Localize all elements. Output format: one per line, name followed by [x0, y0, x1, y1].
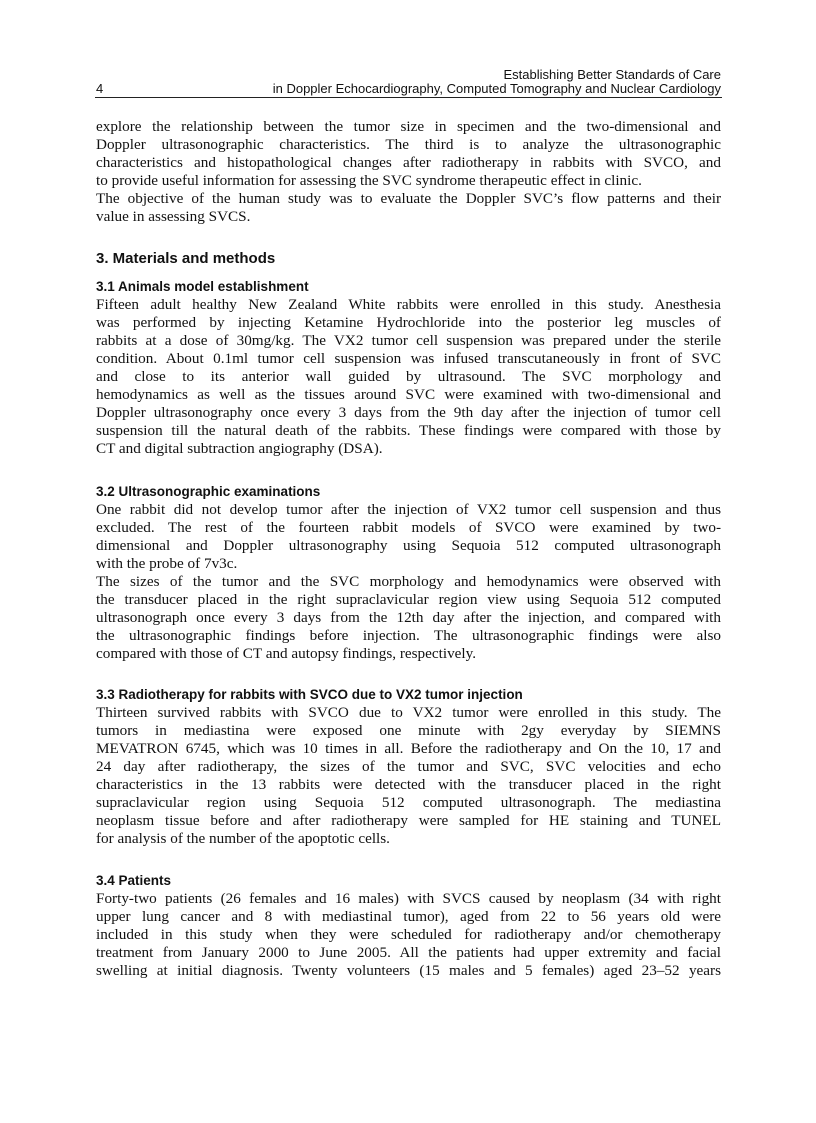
subsection-heading: 3.1 Animals model establishment: [96, 279, 309, 294]
text-line: ultrasonograph once every 3 days from the 12th day after the injection, and compared with: [96, 609, 721, 626]
section-heading: 3. Materials and methods: [96, 250, 276, 267]
paragraph: [96, 704, 721, 848]
text-line: the ultrasonographic findings before injection. The ultrasonographic findings were also: [96, 627, 721, 644]
text-line: characteristics in the 13 rabbits were detected with the transducer placed in the right: [96, 776, 721, 793]
text-line: dimensional and Doppler ultrasonography using Sequoia 512 computed ultrasonograph: [96, 537, 721, 554]
text-line: neoplasm tissue before and after radiotherapy were sampled for HE staining and TUNEL: [96, 812, 721, 829]
text-line: rabbits at a dose of 30mg/kg. The VX2 tumor cell suspension was prepared under the sterile: [96, 332, 721, 349]
text-line: compared with those of CT and autopsy findings, respectively.: [96, 645, 477, 662]
text-line: hemodynamics as well as the tissues around SVC were examined with two-dimensional and: [96, 386, 721, 403]
header-rule: [95, 97, 722, 98]
subsection-heading: 3.4 Patients: [96, 873, 172, 888]
text-line: The sizes of the tumor and the SVC morphology and hemodynamics were observed with: [96, 573, 721, 590]
text-line: was performed by injecting Ketamine Hydrochloride into the posterior leg muscles of: [96, 314, 721, 331]
subsection-heading: 3.2 Ultrasonographic examinations: [96, 484, 321, 499]
text-line: included in this study when they were scheduled for radiotherapy and/or chemotherapy: [96, 926, 721, 943]
text-line: explore the relationship between the tumor size in specimen and the two-dimensional and: [96, 118, 721, 135]
section-3-3: [96, 686, 721, 848]
text-line: 24 day after radiotherapy, the sizes of the tumor and SVC, SVC velocities and echo: [96, 758, 721, 775]
text-line: Fifteen adult healthy New Zealand White rabbits were enrolled in this study. Anesthesia: [96, 296, 721, 313]
text-line: The objective of the human study was to evaluate the Doppler SVC’s flow patterns and their: [96, 190, 721, 207]
text-line: and close to its anterior wall guided by ultrasound. The SVC morphology and: [96, 368, 721, 385]
text-line: swelling at initial diagnosis. Twenty volunteers (15 males and 5 females) aged 23–52 years: [96, 962, 721, 979]
paragraph: [96, 501, 721, 663]
text-line: Thirteen survived rabbits with SVCO due to VX2 tumor were enrolled in this study. The: [96, 704, 721, 721]
running-title-line1: Establishing Better Standards of Care: [503, 67, 721, 82]
section-3-2: [96, 483, 721, 663]
text-line: with the probe of 7v3c.: [96, 555, 238, 572]
text-line: MEVATRON 6745, which was 10 times in all. Before the radiotherapy and On the 10, 17 and: [96, 740, 721, 757]
text-line: the transducer placed in the right supraclavicular region view using Sequoia 512 computed: [96, 591, 721, 608]
text-line: treatment from January 2000 to June 2005. All the patients had upper extremity and facial: [96, 944, 721, 961]
section-3-4: [96, 872, 721, 980]
subsection-heading: 3.3 Radiotherapy for rabbits with SVCO due to VX2 tumor injection: [96, 687, 523, 702]
text-line: Forty-two patients (26 females and 16 males) with SVCS caused by neoplasm (34 with right: [96, 890, 721, 907]
intro-paragraph: [96, 118, 721, 226]
paragraph: [96, 890, 721, 980]
text-line: supraclavicular region using Sequoia 512 computed ultrasonograph. The mediastina: [96, 794, 721, 811]
section-3-1: [96, 278, 721, 458]
text-line: characteristics and histopathological changes after radiotherapy in rabbits with SVCO, and: [96, 154, 721, 171]
text-line: for analysis of the number of the apoptotic cells.: [96, 830, 390, 847]
text-line: value in assessing SVCS.: [96, 208, 251, 225]
text-line: Doppler ultrasonographic characteristics. The third is to analyze the ultrasonographic: [96, 136, 721, 153]
page-number: 4: [96, 81, 104, 96]
paragraph: [96, 296, 721, 458]
text-line: tumors in mediastina were exposed one minute with 2gy everyday by SIEMNS: [96, 722, 721, 739]
text-line: Doppler ultrasonography once every 3 days from the 9th day after the injection of tumor cell: [96, 404, 721, 421]
text-line: to provide useful information for assessing the SVC syndrome therapeutic effect in clinic.: [96, 172, 642, 189]
text-line: CT and digital subtraction angiography (DSA).: [96, 440, 383, 457]
running-title-line2: in Doppler Echocardiography, Computed Tomography and Nuclear Cardiology: [272, 81, 721, 96]
text-line: One rabbit did not develop tumor after the injection of VX2 tumor cell suspension and thus: [96, 501, 721, 518]
text-line: excluded. The rest of the fourteen rabbit models of SVCO were examined by two-: [96, 519, 721, 536]
text-line: suspension till the natural death of the rabbits. These findings were compared with those by: [96, 422, 721, 439]
text-line: upper lung cancer and 8 with mediastinal tumor), aged from 22 to 56 years old were: [96, 908, 721, 925]
text-line: condition. About 0.1ml tumor cell suspension was infused transcutaneously in front of SVC: [96, 350, 721, 367]
